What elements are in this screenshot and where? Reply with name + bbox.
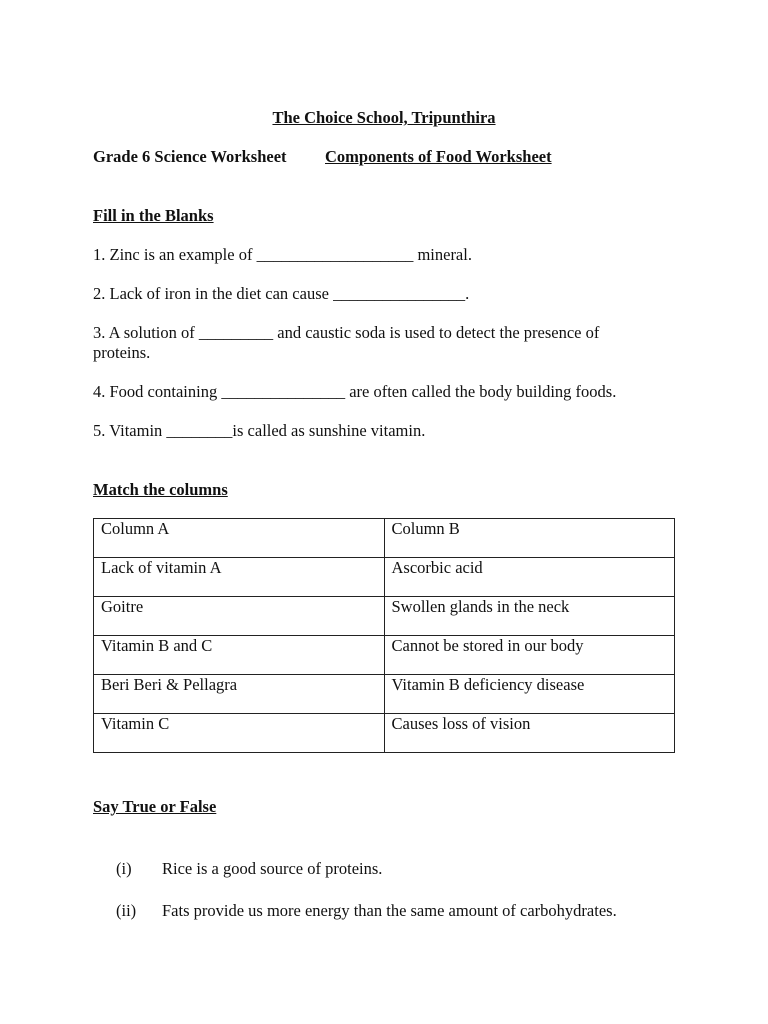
cell-text: Vitamin B deficiency disease [391, 675, 585, 694]
fill-blank-question-3-line-1: 3. A solution of _________ and caustic soda is used to detect the presence of [93, 323, 600, 342]
table-cell-column-b [384, 558, 675, 597]
true-false-item-text: Rice is a good source of proteins. [162, 859, 383, 878]
table-cell-column-b [384, 714, 675, 753]
match-heading: Match the columns [93, 480, 228, 499]
fill-blank-question-3-line-2: proteins. [93, 343, 151, 362]
fill-blank-question-4: 4. Food containing _______________ are often called the body building foods. [93, 382, 617, 401]
table-row [94, 675, 675, 714]
cell-text: Causes loss of vision [391, 714, 531, 733]
worksheet-topic: Components of Food Worksheet [325, 147, 552, 166]
cell-text: Ascorbic acid [391, 558, 483, 577]
table-cell-column-b [384, 636, 675, 675]
fill-blank-question-2: 2. Lack of iron in the diet can cause ________________. [93, 284, 470, 303]
table-row [94, 519, 675, 558]
table-cell-column-a [94, 675, 385, 714]
cell-text: Lack of vitamin A [101, 558, 222, 577]
true-false-item-text: Fats provide us more energy than the same amount of carbohydrates. [162, 901, 617, 920]
cell-text: Swollen glands in the neck [391, 597, 570, 616]
match-table [93, 518, 675, 753]
cell-text: Vitamin B and C [101, 636, 213, 655]
true-false-item-number: (ii) [116, 901, 137, 920]
fill-blanks-heading: Fill in the Blanks [93, 206, 214, 225]
table-row [94, 714, 675, 753]
cell-text: Column A [101, 519, 170, 538]
true-false-item-number: (i) [116, 859, 132, 878]
cell-text: Goitre [101, 597, 144, 616]
table-cell-column-a [94, 519, 385, 558]
table-cell-column-a [94, 558, 385, 597]
fill-blank-question-5: 5. Vitamin ________is called as sunshine vitamin. [93, 421, 426, 440]
cell-text: Column B [391, 519, 460, 538]
true-false-heading: Say True or False [93, 797, 217, 816]
cell-text: Beri Beri & Pellagra [101, 675, 238, 694]
table-cell-column-b [384, 597, 675, 636]
table-row [94, 558, 675, 597]
table-row [94, 636, 675, 675]
grade-label: Grade 6 Science Worksheet [93, 147, 287, 166]
cell-text: Vitamin C [101, 714, 170, 733]
table-row [94, 597, 675, 636]
table-cell-column-b [384, 519, 675, 558]
table-cell-column-a [94, 714, 385, 753]
table-cell-column-a [94, 597, 385, 636]
table-cell-column-b [384, 675, 675, 714]
fill-blank-question-1: 1. Zinc is an example of ___________________ mineral. [93, 245, 472, 264]
school-title: The Choice School, Tripunthira [272, 108, 496, 127]
table-cell-column-a [94, 636, 385, 675]
cell-text: Cannot be stored in our body [391, 636, 584, 655]
